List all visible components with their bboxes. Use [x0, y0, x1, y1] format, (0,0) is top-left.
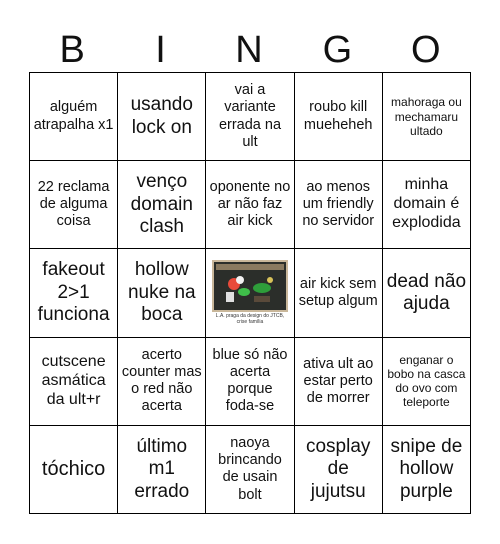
header-letter-i: I: [155, 29, 168, 71]
meme-photo-image: [212, 260, 288, 312]
bingo-cell-4-3[interactable]: blue só não acerta porque foda-se: [206, 338, 294, 426]
bingo-cell-1-3[interactable]: vai a variante errada na ult: [206, 73, 294, 161]
bingo-cell-1-2[interactable]: usando lock on: [118, 73, 206, 161]
free-space-photo: [210, 260, 289, 325]
free-space-caption: L.A. praga da design do JTCB, crise família: [215, 313, 285, 326]
bingo-cell-4-5[interactable]: enganar o bobo na casca do ovo com teleporte: [383, 338, 471, 426]
bingo-cell-5-2[interactable]: último m1 errado: [118, 426, 206, 514]
bingo-cell-5-1[interactable]: tóchico: [30, 426, 118, 514]
bingo-header: [29, 28, 471, 72]
bingo-cell-2-3[interactable]: oponente no ar não faz air kick: [206, 161, 294, 249]
bingo-cell-4-4[interactable]: ativa ult ao estar perto de morrer: [295, 338, 383, 426]
bingo-cell-3-4[interactable]: air kick sem setup algum: [295, 249, 383, 337]
bingo-cell-1-5[interactable]: mahoraga ou mechamaru ultado: [383, 73, 471, 161]
bingo-cell-3-5[interactable]: dead não ajuda: [383, 249, 471, 337]
bingo-cell-3-2[interactable]: hollow nuke na boca: [118, 249, 206, 337]
bingo-cell-1-1[interactable]: alguém atrapalha x1: [30, 73, 118, 161]
bingo-cell-5-5[interactable]: snipe de hollow purple: [383, 426, 471, 514]
bingo-cell-2-5[interactable]: minha domain é explodida: [383, 161, 471, 249]
bingo-cell-2-4[interactable]: ao menos um friendly no servidor: [295, 161, 383, 249]
bingo-grid: [29, 72, 471, 514]
header-letter-b: B: [59, 29, 87, 71]
header-letter-o: O: [410, 29, 443, 71]
bingo-cell-3-1[interactable]: fakeout 2>1 funciona: [30, 249, 118, 337]
bingo-free-space[interactable]: [206, 249, 294, 337]
header-letter-g: G: [322, 29, 355, 71]
bingo-cell-4-1[interactable]: cutscene asmática da ult+r: [30, 338, 118, 426]
bingo-cell-2-2[interactable]: venço domain clash: [118, 161, 206, 249]
meme-photo-icon: [214, 262, 286, 310]
bingo-cell-5-4[interactable]: cosplay de jujutsu: [295, 426, 383, 514]
bingo-cell-2-1[interactable]: 22 reclama de alguma coisa: [30, 161, 118, 249]
bingo-cell-4-2[interactable]: acerto counter mas o red não acerta: [118, 338, 206, 426]
bingo-cell-5-3[interactable]: naoya brincando de usain bolt: [206, 426, 294, 514]
bingo-cell-1-4[interactable]: roubo kill mueheheh: [295, 73, 383, 161]
header-letter-n: N: [235, 29, 265, 71]
